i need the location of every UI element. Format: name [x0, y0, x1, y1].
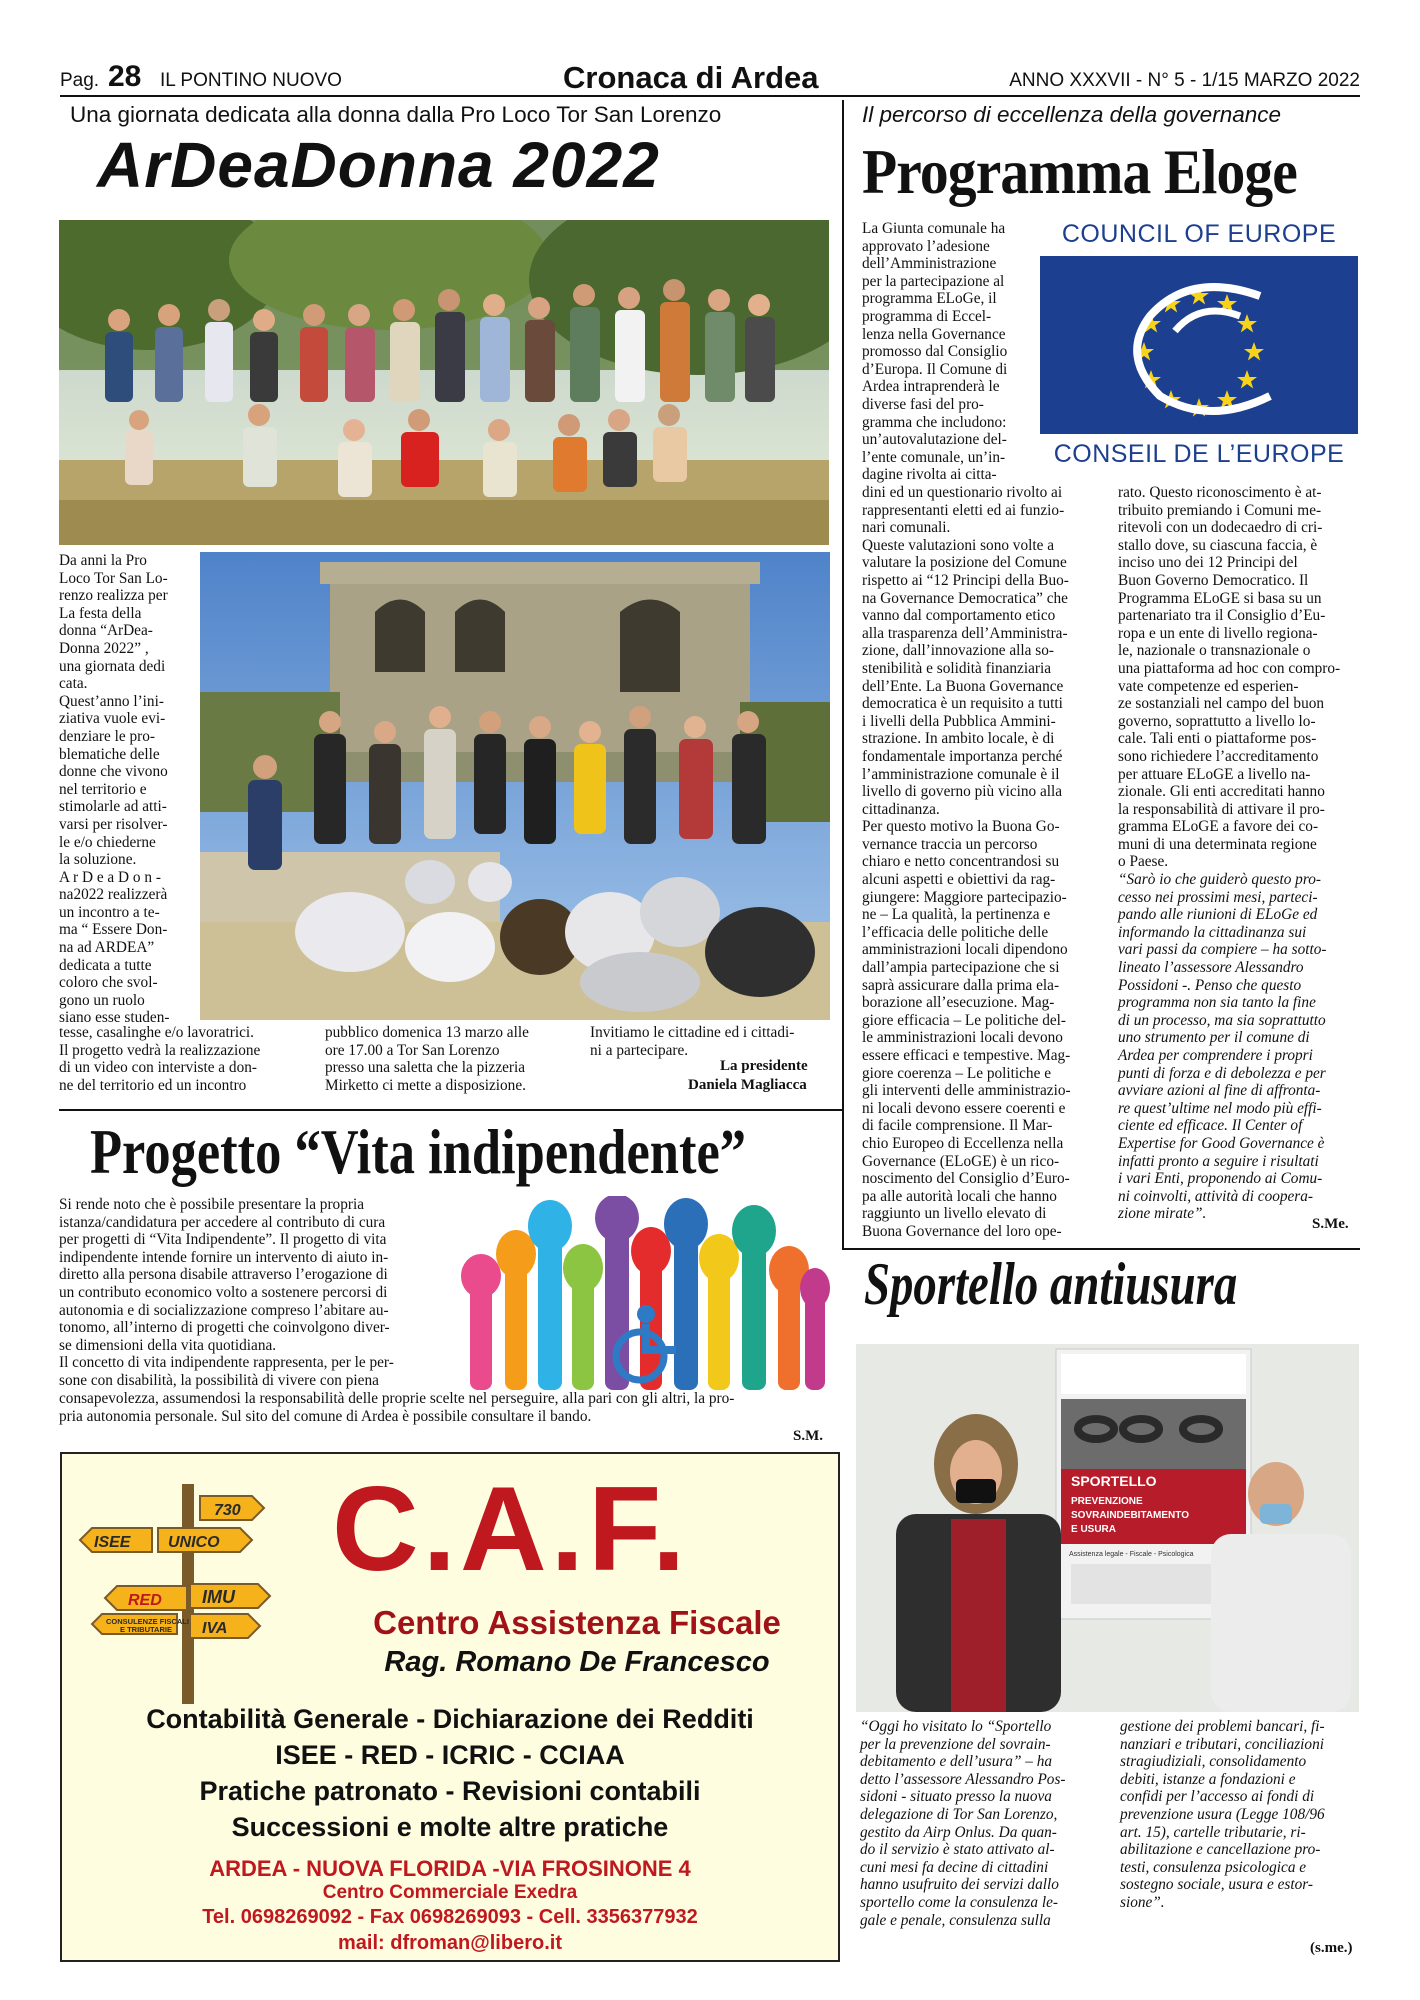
eloge-quote-line: punti di forza e di debolezza e per — [1118, 1064, 1326, 1082]
eloge-quote-line: pando alle riunioni di ELoGe ed — [1118, 906, 1318, 924]
side-col-line: siano esse studen- — [59, 1009, 170, 1027]
eloge-line: partenariato tra il Consiglio d’Eu- — [1118, 607, 1326, 625]
eloge-line: inciso uno dei 12 Principi del — [1118, 554, 1298, 572]
eloge-quote-line: Expertise for Good Governance è — [1118, 1134, 1325, 1152]
eloge-line: approvato l’adesione — [862, 237, 990, 255]
side-col-line: coloro che svol- — [59, 974, 158, 992]
vita-wide-text — [59, 1390, 849, 1425]
group-photo-image — [59, 220, 829, 545]
antiusura-line: “Oggi ho visitato lo “Sportello — [860, 1718, 1052, 1735]
ardeadonna-side-column — [59, 552, 191, 1027]
antiusura-photo — [856, 1344, 1359, 1712]
side-col-line: A r D e a D o n - — [59, 868, 161, 886]
eloge-quote-line: cesso nei prossimi mesi, parteci- — [1118, 888, 1318, 906]
eloge-line: dall’ampia partecipazione che si — [862, 959, 1060, 977]
header-rule — [60, 95, 1360, 97]
eloge-title: Programma Eloge — [862, 136, 1297, 207]
eloge-line: giungere: Maggiore partecipazio- — [862, 888, 1067, 906]
eloge-line: l’amministrazione comunale è il — [862, 765, 1060, 783]
cleanup-photo — [200, 552, 830, 1020]
eloge-line: nari comunali. — [862, 519, 951, 537]
antiusura-line: art. 15), cartelle tributarie, ri- — [1120, 1823, 1306, 1841]
eloge-line: ni locali devono essere coerenti e — [862, 1099, 1066, 1117]
col1-line: ne del territorio ed un incontro — [59, 1076, 247, 1094]
caf-center: Centro Commerciale Exedra — [322, 1882, 578, 1903]
side-col-line: denziare le pro- — [59, 727, 155, 745]
col2-line: pubblico domenica 13 marzo alle — [325, 1024, 529, 1041]
eloge-quote-line: vari passi da compiere – ha sotto- — [1118, 941, 1327, 959]
side-col-line: Donna 2022” , — [59, 639, 149, 657]
eloge-line: pa alle autorità locali che hanno — [862, 1187, 1057, 1205]
eloge-line: ne – La qualità, la pertinenza e — [862, 906, 1051, 924]
antiusura-line: testi, consulenza psicologica e — [1120, 1858, 1307, 1876]
eloge-line: chio Europeo di Eccellenza nella — [862, 1134, 1064, 1152]
eloge-quote-line: ciente ed efficace. Il Center of — [1118, 1117, 1303, 1135]
eloge-line: alcuni aspetti e obiettivi da rag- — [862, 871, 1056, 889]
eloge-line: muni di una determinata regione — [1118, 835, 1317, 853]
eloge-quote-line: infatti pronto a seguire i risultati — [1118, 1152, 1319, 1170]
eloge-quote-line: zione mirate”. — [1118, 1205, 1207, 1223]
eloge-quote-line: ni coinvolti, attività di coopera- — [1118, 1187, 1313, 1205]
eloge-line: Per questo motivo la Buona Go- — [862, 818, 1060, 836]
hands-illustration — [460, 1196, 830, 1390]
eloge-line: raggiunto un livello elevato di — [862, 1205, 1047, 1223]
side-col-line: La festa della — [59, 604, 142, 622]
eloge-quote-line: programma non sia tanto la fine — [1118, 994, 1316, 1012]
antiusura-line: prevenzione usura (Legge 108/96 — [1120, 1805, 1325, 1823]
vita-top-rule — [59, 1109, 842, 1111]
vita-narrow-text — [59, 1196, 459, 1390]
antiusura-line: confidi per l’accesso ai fondi di — [1120, 1788, 1315, 1806]
vita-line: autonomia e di socializzazione compreso l’abitare au- — [59, 1301, 389, 1319]
eloge-line: diverse fasi del pro- — [862, 395, 984, 413]
eloge-line: programma di Eccel- — [862, 307, 992, 325]
vita-title: Progetto “Vita indipendente” — [90, 1116, 746, 1187]
coe-bottom-text: CONSEIL DE L’EUROPE — [1053, 440, 1345, 468]
eloge-line: d’Europa. Il Comune di — [862, 360, 1008, 378]
eloge-line: rappresentanti eletti ed ai funzio- — [862, 501, 1065, 519]
eloge-quote-line: uno strumento per il comune di — [1118, 1029, 1310, 1047]
eloge-quote-line: re quest’ultime nel modo più effi- — [1118, 1099, 1322, 1117]
side-col-line: un incontro a te- — [59, 903, 160, 921]
eloge-line: un’autovalutazione del- — [862, 431, 1007, 449]
eloge-line: cale. Tali enti o piattaforme pos- — [1118, 730, 1317, 748]
antiusura-line: sione”. — [1120, 1893, 1165, 1911]
eloge-line: rispetto ai “12 Principi della Buo- — [862, 571, 1069, 589]
eloge-line: chiaro e netto concentrandosi su — [862, 853, 1060, 871]
eloge-line: vernance traccia un percorso — [862, 835, 1038, 853]
eloge-quote-line: lineato l’assessore Alessandro — [1118, 959, 1304, 977]
eloge-quote-line: informando la cittadinanza sui — [1118, 923, 1307, 941]
sign-red: RED — [128, 1592, 162, 1609]
page-number: 28 — [108, 60, 142, 93]
eloge-line: sono richiedere l’accreditamento — [1118, 747, 1319, 765]
sign-730: 730 — [214, 1502, 241, 1519]
caf-advertisement — [60, 1452, 840, 1962]
antiusura-line: nanziari e tributari, conciliazioni — [1120, 1735, 1324, 1753]
vita-line: istanza/candidatura per accedere al contributo di cura — [59, 1213, 386, 1231]
eloge-sign: S.Me. — [1312, 1216, 1349, 1232]
sign-isee: ISEE — [94, 1534, 131, 1551]
eloge-line: Ardea intraprenderà le — [862, 378, 1000, 396]
caf-title: C.A.F. — [332, 1462, 690, 1596]
eloge-line: stallo dove, su ciascuna faccia, è — [1118, 536, 1318, 554]
eloge-quote-line: avviare azioni al fine di affronta- — [1118, 1082, 1321, 1100]
eloge-quote-line: i vari Enti, proponendo ai Comu- — [1118, 1170, 1323, 1188]
page-header — [60, 60, 1360, 94]
side-col-line: varsi per risolver- — [59, 815, 168, 833]
ardeadonna-sign-name: Daniela Magliacca — [688, 1077, 807, 1093]
antiusura-line: detto l’assessore Alessandro Pos- — [860, 1770, 1066, 1788]
eloge-line: o Paese. — [1118, 853, 1169, 871]
caf-address: ARDEA - NUOVA FLORIDA -VIA FROSINONE 4 — [209, 1856, 691, 1881]
eloge-quote-line: Possidoni -. Penso che questo — [1118, 976, 1302, 994]
eu-stars-icon — [1040, 256, 1358, 434]
eloge-quote-line: “Sarò io che guiderò questo pro- — [1118, 871, 1321, 889]
poster-sub-2: SOVRAINDEBITAMENTO — [1071, 1510, 1189, 1521]
antiusura-line: gale e penale, consulenza sulla — [860, 1911, 1051, 1929]
side-col-line: na ad ARDEA” — [59, 939, 155, 957]
antiusura-line: delegazione di Tor San Lorenzo, — [860, 1805, 1058, 1823]
sign-iva: IVA — [202, 1620, 228, 1637]
sign-tributarie: E TRIBUTARIE — [120, 1625, 172, 1634]
eloge-kicker: Il percorso di eccellenza della governance — [862, 102, 1281, 127]
eloge-line: gli interventi delle amministrazio- — [862, 1082, 1071, 1100]
ardeadonna-col-2 — [325, 1024, 575, 1094]
col2-line: Mirketto ci mette a disposizione. — [325, 1076, 526, 1094]
eloge-line: Buona Governance del loro ope- — [862, 1222, 1062, 1240]
side-col-line: ma “ Essere Don- — [59, 921, 168, 939]
caf-subtitle: Centro Assistenza Fiscale — [373, 1604, 781, 1641]
side-col-line: blematiche delle — [59, 745, 160, 763]
col2-line: presso una saletta che la pizzeria — [325, 1059, 526, 1077]
caf-services-4: Successioni e molte altre pratiche — [231, 1812, 669, 1842]
eloge-line: ze sostanziali nel campo del buon — [1118, 695, 1325, 713]
side-col-line: renzo realizza per — [59, 587, 168, 605]
side-col-line: la soluzione. — [59, 851, 137, 869]
side-col-line: nel territorio e — [59, 780, 147, 798]
eloge-line: democratica è un requisito a tutti — [862, 695, 1063, 713]
page-label: Pag. — [60, 70, 100, 91]
caf-services-2: ISEE - RED - ICRIC - CCIAA — [275, 1740, 625, 1770]
antiusura-title: Sportello antiusura — [864, 1251, 1238, 1317]
antiusura-line: do il servizio è stato attivato al- — [860, 1841, 1055, 1859]
eloge-line: amministrazioni locali dipendono — [862, 941, 1068, 959]
side-col-line: le e/o chiederne — [59, 833, 156, 851]
eloge-line: dell’Amministrazione — [862, 255, 997, 273]
vita-line: per progetti di “Vita Indipendente”. Il progetto di vita — [59, 1231, 387, 1249]
eloge-line: l’efficacia delle politiche delle — [862, 923, 1049, 941]
eloge-line: dell’Ente. La Buona Governance — [862, 677, 1064, 695]
col2-line: ore 17.00 a Tor San Lorenzo — [325, 1041, 500, 1059]
vita-line: diretto alla persona disabile attraverso l’erogazione di — [59, 1266, 388, 1284]
antiusura-line: sportello come la consulenza le- — [860, 1893, 1058, 1911]
sign-unico: UNICO — [168, 1534, 220, 1551]
antiusura-line: sostegno sociale, usura e estor- — [1120, 1876, 1314, 1894]
raised-hands-icon — [460, 1196, 830, 1390]
vita-line: Il concetto di vita indipendente rappresenta, per le per- — [59, 1354, 394, 1372]
eloge-line: ropa e un ente di livello regiona- — [1118, 624, 1318, 642]
eloge-line: gramma ELoGE a favore dei co- — [1118, 818, 1319, 836]
eloge-line: programma ELoGe, il — [862, 290, 997, 308]
eloge-line: l’ente comunale, un’in- — [862, 448, 1006, 466]
col1-line: tesse, casalinghe e/o lavoratrici. — [59, 1024, 254, 1041]
antiusura-line: debitamento e dell’usura” – ha — [860, 1753, 1053, 1771]
ardeadonna-kicker: Una giornata dedicata alla donna dalla Pro Loco Tor San Lorenzo — [70, 102, 722, 127]
antiusura-line: gestito da Airp Onlus. Da quan- — [860, 1823, 1057, 1841]
col3-line: ni a partecipare. — [590, 1041, 689, 1059]
eloge-line: borazione all’esecuzione. Mag- — [862, 994, 1055, 1012]
col3-line: Invitiamo le cittadine ed i cittadi- — [590, 1024, 795, 1041]
eloge-line: giore coerenza – Le politiche e — [862, 1064, 1051, 1082]
caf-owner: Rag. Romano De Francesco — [384, 1646, 770, 1678]
antiusura-line: abilitazione e cancellazione pro- — [1120, 1841, 1321, 1859]
eloge-col-a-bottom — [862, 484, 1102, 1241]
eloge-line: Queste valutazioni sono volte a — [862, 536, 1055, 554]
vita-line: pria autonomia personale. Sul sito del comune di Ardea è possibile consultare il bando. — [59, 1407, 592, 1425]
eloge-line: vate competenze ed esperien- — [1118, 677, 1299, 695]
side-col-line: na2022 realizzerà — [59, 886, 168, 904]
antiusura-line: gestione dei problemi bancari, fi- — [1120, 1718, 1325, 1735]
eloge-line: le, nazionale o transnazionale o — [1118, 642, 1311, 660]
poster-small: Assistenza legale - Fiscale - Psicologica — [1069, 1551, 1194, 1558]
poster-sub-1: PREVENZIONE — [1071, 1496, 1143, 1507]
vita-line: un contributo economico volto a sostenere percorsi di — [59, 1283, 388, 1301]
council-of-europe-logo — [1040, 220, 1358, 472]
eloge-line: Programma ELoGE si basa su un — [1118, 589, 1322, 607]
side-col-line: Quest’anno l’ini- — [59, 692, 164, 710]
issue-info: ANNO XXXVII - N° 5 - 1/15 MARZO 2022 — [1009, 70, 1360, 91]
eloge-line: Governance (ELoGE) è un rico- — [862, 1152, 1060, 1170]
vita-line: indipendente intende fornire un intervento di aiuto in- — [59, 1248, 389, 1266]
vita-sign: S.M. — [793, 1428, 823, 1444]
eloge-line: saprà assicurare dalla prima ela- — [862, 976, 1060, 994]
eloge-line: la responsabilità di attivare il pro- — [1118, 800, 1325, 818]
antiusura-col-1 — [860, 1718, 1100, 1929]
side-col-line: cata. — [59, 675, 88, 693]
poster-title: SPORTELLO — [1071, 1473, 1157, 1489]
vita-line: tonomo, all’interno di progetti che coinvolgono diver- — [59, 1319, 390, 1337]
group-photo — [59, 220, 829, 545]
ardeadonna-col-3 — [590, 1024, 830, 1059]
eloge-line: cittadinanza. — [862, 800, 940, 818]
eloge-line: ritevoli con un dodecaedro di cri- — [1118, 519, 1323, 537]
eloge-line: noscimento del Consiglio d’Euro- — [862, 1170, 1070, 1188]
eloge-quote-line: Ardea per comprendere i propri — [1118, 1047, 1313, 1064]
eloge-line: dini ed un questionario rivolto ai — [862, 484, 1063, 501]
eloge-line: Buon Governo Democratico. Il — [1118, 571, 1309, 589]
antiusura-line: stragiudiziali, consolidamento — [1120, 1753, 1307, 1771]
side-col-line: una giornata dedi — [59, 657, 166, 675]
eloge-line: promosso dal Consiglio — [862, 343, 1008, 361]
ardeadonna-title: ArDeaDonna 2022 — [97, 129, 660, 201]
vita-line: consapevolezza, assumendosi la responsabilità delle proprie scelte nel perseguire, alla pari con gli altri, la pro- — [59, 1390, 735, 1407]
side-col-line: donne che vivono — [59, 763, 168, 781]
antiusura-line: hanno usufruito dei servizi dallo — [860, 1876, 1059, 1894]
side-col-line: donna “ArDea- — [59, 622, 153, 640]
vita-line: sone con disabilità, la possibilità di vivere con piena — [59, 1371, 379, 1389]
eloge-line: governo, soprattutto a livello lo- — [1118, 712, 1316, 730]
eloge-line: tribuito premiando i Comuni me- — [1118, 501, 1322, 519]
vita-line: se dimensioni della vita quotidiana. — [59, 1336, 277, 1354]
eloge-line: di facile comprensione. Il Mar- — [862, 1117, 1053, 1135]
eloge-line: una piattaforma ad hoc con compro- — [1118, 659, 1341, 677]
eloge-col-a-top — [862, 220, 1032, 484]
antiusura-line: cuni mesi fa decine di cittadini — [860, 1858, 1049, 1876]
ardeadonna-col-1 — [59, 1024, 295, 1094]
eloge-line: giore efficacia – Le politiche del- — [862, 1011, 1066, 1029]
eloge-line: gramma che includono: — [862, 413, 1007, 431]
eloge-line: stenibilità e solidità finanziaria — [862, 659, 1052, 677]
antiusura-sign: (s.me.) — [1310, 1940, 1353, 1956]
side-col-line: gono un ruolo — [59, 991, 145, 1009]
signpost-icon — [72, 1464, 302, 1704]
side-col-line: stimolarle ad atti- — [59, 798, 167, 816]
eloge-line: dagine rivolta ai citta- — [862, 466, 997, 484]
caf-mail: mail: dfroman@libero.it — [338, 1932, 562, 1954]
antiusura-line: sidoni - situato presso la nuova — [860, 1788, 1052, 1806]
col1-line: di un video con interviste a don- — [59, 1059, 257, 1077]
eloge-line: vanno dal comportamento etico — [862, 607, 1056, 625]
sign-imu: IMU — [202, 1587, 235, 1607]
side-col-line: ziativa vuole evi- — [59, 710, 166, 728]
poster-sub-3: E USURA — [1071, 1524, 1117, 1535]
caf-phones: Tel. 0698269092 - Fax 0698269093 - Cell. 3356377932 — [202, 1906, 698, 1928]
eloge-line: lenza nella Governance — [862, 325, 1006, 343]
caf-services-3: Pratiche patronato - Revisioni contabili — [199, 1776, 701, 1806]
sign-consulenze: CONSULENZE FISCALI — [106, 1617, 189, 1626]
eloge-line: valutare la posizione del Comune — [862, 554, 1067, 572]
side-col-line: Loco Tor San Lo- — [59, 569, 168, 587]
eloge-line: essere efficaci e tempestive. Mag- — [862, 1047, 1071, 1064]
ardeadonna-sign-role: La presidente — [720, 1058, 808, 1074]
eloge-line: strazione. In ambito locale, è di — [862, 730, 1055, 748]
eloge-line: per attuare ELoGE a livello na- — [1118, 765, 1311, 783]
paper-name: IL PONTINO NUOVO — [160, 70, 342, 91]
antiusura-col-2 — [1120, 1718, 1360, 1912]
eloge-line: i livelli della Pubblica Ammini- — [862, 712, 1056, 730]
antiusura-line: per la prevenzione del sovrain- — [860, 1735, 1051, 1753]
eloge-line: livello di governo più vicino alla — [862, 783, 1063, 801]
antiusura-photo-image — [856, 1344, 1359, 1712]
side-col-line: Da anni la Pro — [59, 552, 147, 569]
vita-line: Si rende noto che è possibile presentare la propria — [59, 1196, 364, 1213]
eloge-quote-line: di un processo, ma sia soprattutto — [1118, 1011, 1326, 1029]
eloge-line: per la partecipazione al — [862, 272, 1005, 290]
cleanup-photo-image — [200, 552, 830, 1020]
antiusura-line: debiti, istanze a fondazioni e — [1120, 1770, 1296, 1788]
eloge-line: rato. Questo riconoscimento è at- — [1118, 484, 1322, 501]
coe-emblem — [1040, 256, 1358, 434]
col1-line: Il progetto vedrà la realizzazione — [59, 1041, 261, 1059]
eloge-line: alla trasparenza dell’Amministra- — [862, 624, 1068, 642]
caf-services-1: Contabilità Generale - Dichiarazione dei Redditi — [146, 1704, 754, 1734]
eloge-line: fondamentale importanza perché — [862, 747, 1063, 765]
side-col-line: dedicata a tutte — [59, 956, 152, 974]
eloge-line: na Governance Democratica” che — [862, 589, 1068, 607]
eloge-line: zionale. Gli enti accreditati hanno — [1118, 783, 1325, 801]
column-divider — [842, 100, 844, 1248]
coe-top-text: COUNCIL OF EUROPE — [1061, 220, 1337, 248]
eloge-line: le amministrazioni locali devono — [862, 1029, 1063, 1047]
eloge-line: zione, dall’innovazione alla so- — [862, 642, 1054, 660]
eloge-col-b — [1118, 484, 1363, 1223]
eloge-line: La Giunta comunale ha — [862, 220, 1006, 237]
section-title: Cronaca di Ardea — [563, 60, 819, 95]
